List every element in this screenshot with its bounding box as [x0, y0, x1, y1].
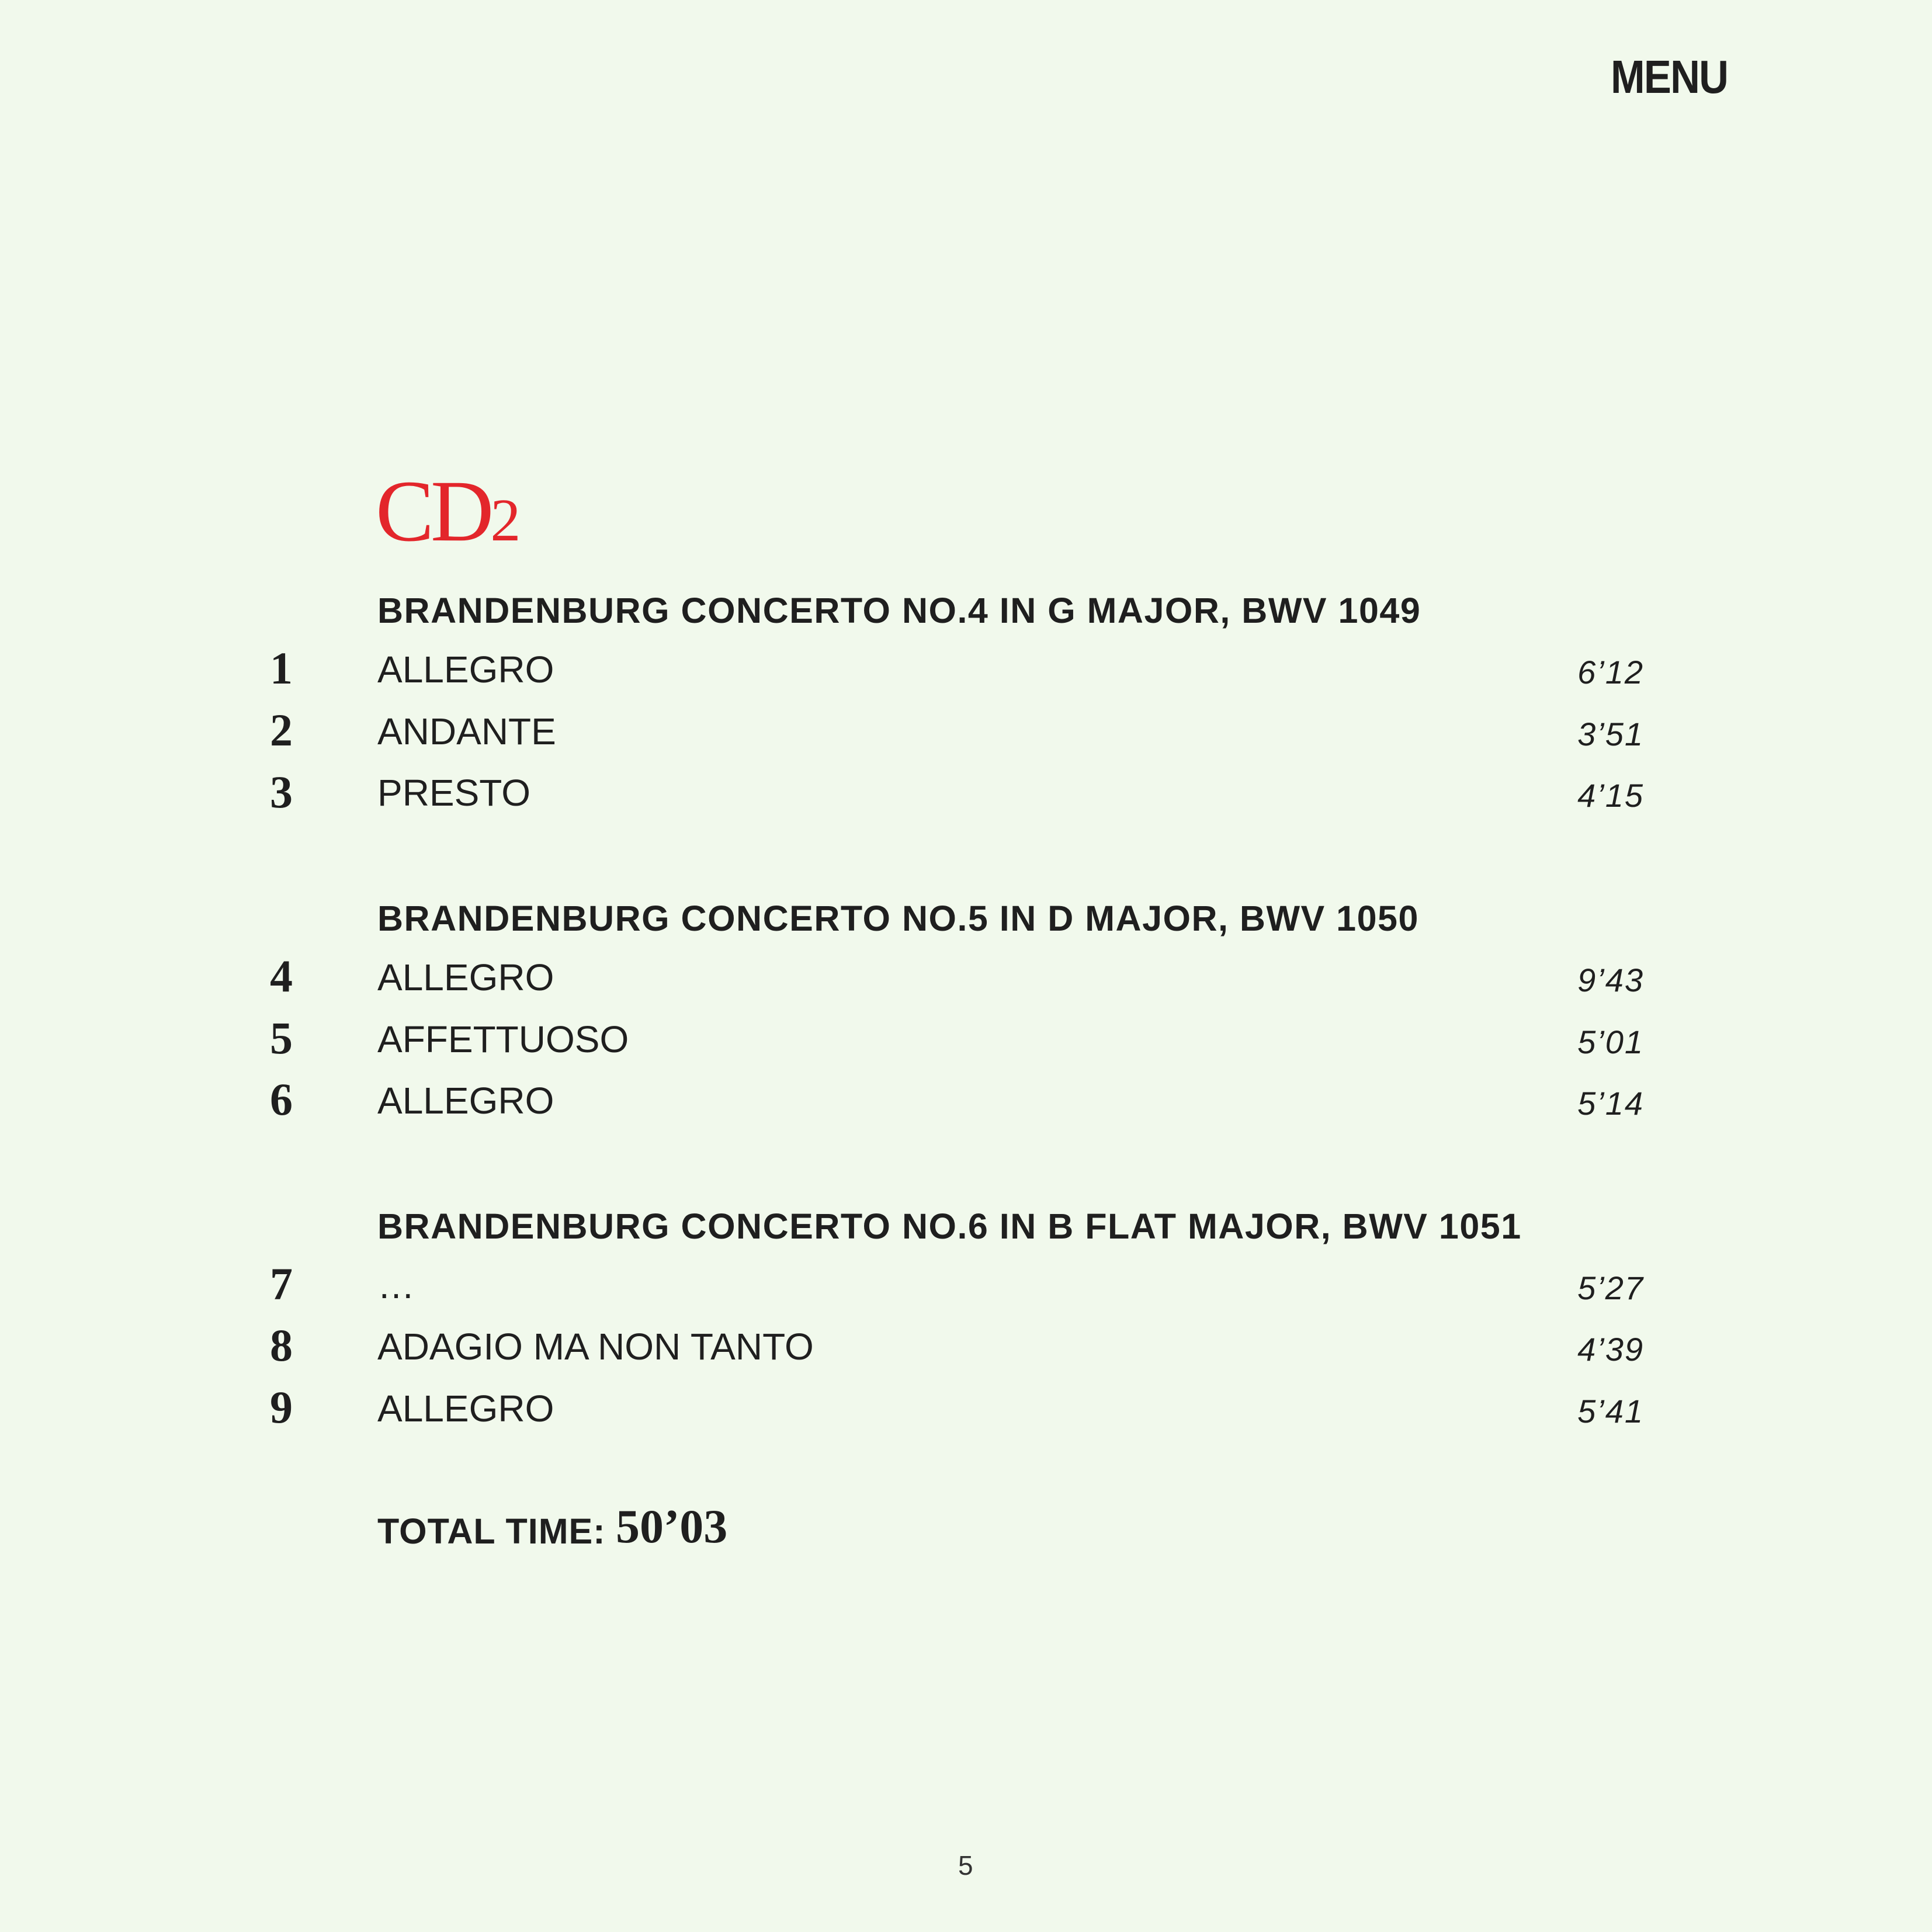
track-title: ADAGIO MA NON TANTO — [377, 1326, 814, 1368]
track-duration: 5’27 — [1577, 1269, 1644, 1306]
track-number: 2 — [270, 705, 293, 755]
track-duration: 4’39 — [1577, 1331, 1644, 1368]
concerto-title: BRANDENBURG CONCERTO NO.5 IN D MAJOR, BWV 1050 — [377, 899, 1419, 938]
track-duration: 5’14 — [1577, 1085, 1644, 1122]
concerto-title: BRANDENBURG CONCERTO NO.4 IN G MAJOR, BWV 1049 — [377, 591, 1421, 630]
page-number: 5 — [958, 1850, 973, 1881]
track-duration: 9’43 — [1577, 962, 1644, 998]
track-number: 1 — [270, 643, 293, 693]
track-title: ALLEGRO — [377, 648, 554, 691]
track-duration: 3’51 — [1577, 716, 1644, 752]
track-duration: 6’12 — [1577, 654, 1644, 691]
cd-heading-prefix: CD — [376, 463, 491, 560]
track-number: 6 — [270, 1074, 293, 1125]
total-time-value: 50’03 — [616, 1500, 728, 1553]
concerto-title: BRANDENBURG CONCERTO NO.6 IN B FLAT MAJOR, BWV 1051 — [377, 1206, 1522, 1246]
track-title: AFFETTUOSO — [377, 1018, 629, 1060]
cd-heading-number: 2 — [490, 487, 521, 554]
track-number: 5 — [270, 1012, 293, 1063]
track-title: … — [377, 1264, 415, 1306]
total-time-label: TOTAL TIME: — [377, 1511, 606, 1551]
track-number: 8 — [270, 1320, 293, 1371]
track-title: ANDANTE — [377, 710, 556, 752]
track-number: 4 — [270, 951, 293, 1001]
cd-heading — [376, 463, 521, 560]
track-duration: 4’15 — [1577, 777, 1644, 814]
menu-button[interactable]: MENU — [1611, 51, 1728, 103]
track-title: ALLEGRO — [377, 1080, 554, 1122]
track-number: 3 — [270, 766, 293, 817]
track-number: 7 — [270, 1258, 293, 1309]
track-title: PRESTO — [377, 772, 530, 814]
track-title: ALLEGRO — [377, 1388, 554, 1430]
track-duration: 5’41 — [1577, 1393, 1644, 1430]
track-duration: 5’01 — [1577, 1024, 1644, 1060]
track-title: ALLEGRO — [377, 956, 554, 998]
track-number: 9 — [270, 1382, 293, 1432]
